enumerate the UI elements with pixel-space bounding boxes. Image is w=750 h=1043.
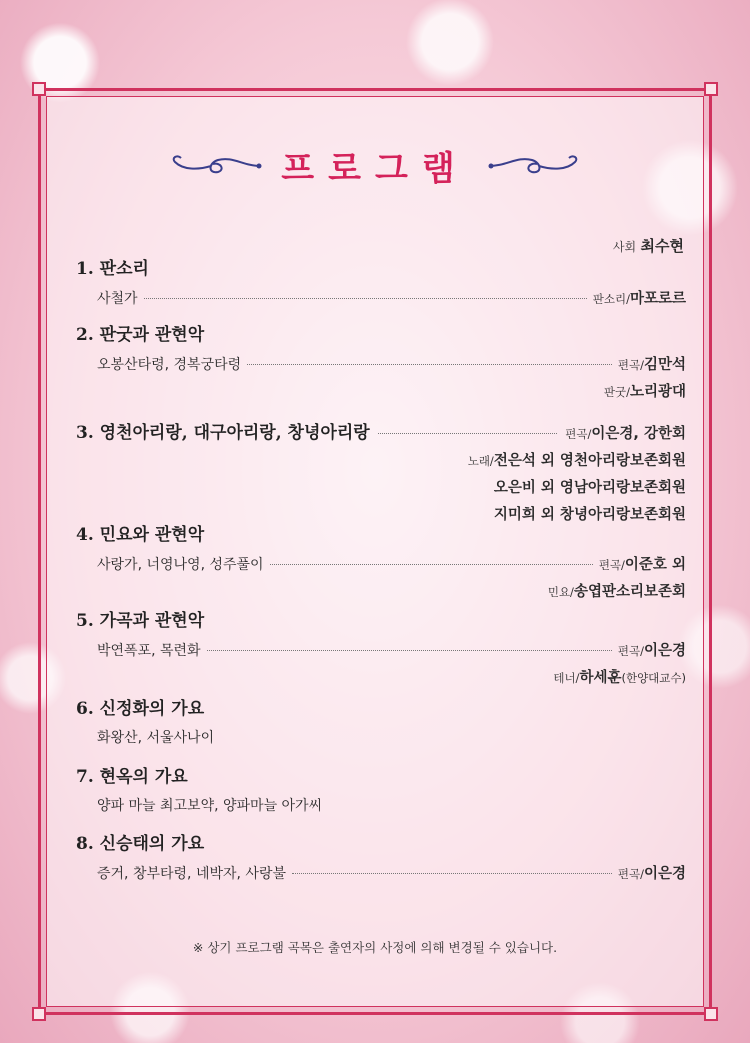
credit-role: 편곡/ (617, 644, 644, 658)
credit-role: 편곡/ (598, 558, 625, 572)
section-title: 7. 현옥의 가요 (76, 767, 188, 787)
credit-line (76, 380, 686, 401)
credit-role: 민요/ (547, 585, 574, 599)
leader-dots (378, 433, 558, 434)
section-row (76, 727, 686, 747)
section-title: 2. 판굿과 관현악 (76, 325, 205, 345)
credit-name: 이준호 외 (624, 557, 686, 573)
footnote: ※ 상기 프로그램 곡목은 출연자의 사정에 의해 변경될 수 있습니다. (192, 940, 558, 955)
section-items: 양파 마늘 최고보약, 양파마늘 아가씨 (97, 798, 323, 814)
section-items: 화왕산, 서울사나이 (97, 730, 215, 746)
frame-corner (704, 1007, 718, 1021)
credit-name: 이은경 (643, 866, 686, 882)
credit (618, 862, 686, 883)
frame-corner (32, 1007, 46, 1021)
credit-name: 오은비 외 영남아리랑보존회원 (493, 480, 686, 496)
credit-name: 김만석 (643, 357, 686, 373)
credit-note: (한양대교수) (621, 671, 686, 685)
program-section-3 (76, 418, 686, 524)
credit-name: 이은경 (643, 643, 686, 659)
credit (593, 287, 686, 308)
section-title: 6. 신정화의 가요 (76, 699, 205, 719)
credit-line (76, 580, 686, 601)
credit-line (76, 666, 686, 687)
frame-corner (32, 82, 46, 96)
section-row (76, 862, 686, 883)
program-section-8 (76, 829, 686, 883)
credit-role: 테너/ (553, 671, 580, 685)
leader-dots (270, 564, 593, 565)
leader-dots (144, 298, 587, 299)
credit (618, 353, 686, 374)
credit-name: 전은석 외 영천아리랑보존회원 (493, 453, 686, 469)
leader-dots (292, 873, 612, 874)
host-name: 최수현 (640, 237, 684, 255)
frame-corner (704, 82, 718, 96)
program-section-5 (76, 606, 686, 687)
section-title: 5. 가곡과 관현악 (76, 611, 205, 631)
leader-dots (207, 650, 612, 651)
program-section-2 (76, 320, 686, 401)
program-section-7 (76, 762, 686, 815)
credit-line (76, 476, 686, 497)
title-area (0, 140, 750, 190)
credit-role: 판소리/ (592, 292, 630, 306)
credit-role: 편곡/ (617, 358, 644, 372)
credit-name: 송엽판소리보존회 (573, 584, 686, 600)
section-items: 사랑가, 너영나영, 성주풀이 (97, 557, 264, 573)
host-role: 사회 (612, 240, 637, 254)
credit-role: 판굿/ (603, 385, 630, 399)
credit (618, 639, 686, 660)
page-title: 프로그램 (281, 148, 469, 189)
section-title: 1. 판소리 (76, 259, 149, 279)
leader-dots (247, 364, 612, 365)
section-title: 8. 신승태의 가요 (76, 834, 205, 854)
host-credit (613, 235, 684, 256)
credit (599, 553, 686, 574)
program-section-4 (76, 520, 686, 601)
credit-name: 마포로르 (629, 291, 686, 307)
credit-line (76, 449, 686, 470)
section-row (76, 639, 686, 660)
credit-name: 지미희 외 창녕아리랑보존회원 (493, 507, 686, 523)
program-section-1 (76, 254, 686, 308)
credit-name: 노리광대 (629, 384, 686, 400)
program-section-6 (76, 694, 686, 747)
credit (565, 422, 686, 443)
credit-role: 편곡/ (565, 427, 592, 441)
credit-name: 하세훈 (579, 670, 622, 686)
section-title-line (76, 418, 686, 443)
swirl-right-icon (487, 150, 587, 180)
section-title: 3. 영천아리랑, 대구아리랑, 창녕아리랑 (76, 423, 370, 443)
section-row (76, 553, 686, 574)
swirl-left-icon (163, 150, 263, 180)
section-title: 4. 민요와 관현악 (76, 525, 205, 545)
credit-role: 노래/ (467, 454, 494, 468)
credit-name: 이은경, 강한회 (591, 426, 686, 442)
section-row (76, 795, 686, 815)
section-items: 증거, 창부타령, 네박자, 사랑불 (97, 866, 286, 882)
section-items: 박연폭포, 목련화 (97, 643, 201, 659)
section-items: 사철가 (97, 291, 138, 307)
section-row (76, 353, 686, 374)
section-items: 오봉산타령, 경복궁타령 (97, 357, 242, 373)
credit-role: 편곡/ (617, 867, 644, 881)
section-row (76, 287, 686, 308)
